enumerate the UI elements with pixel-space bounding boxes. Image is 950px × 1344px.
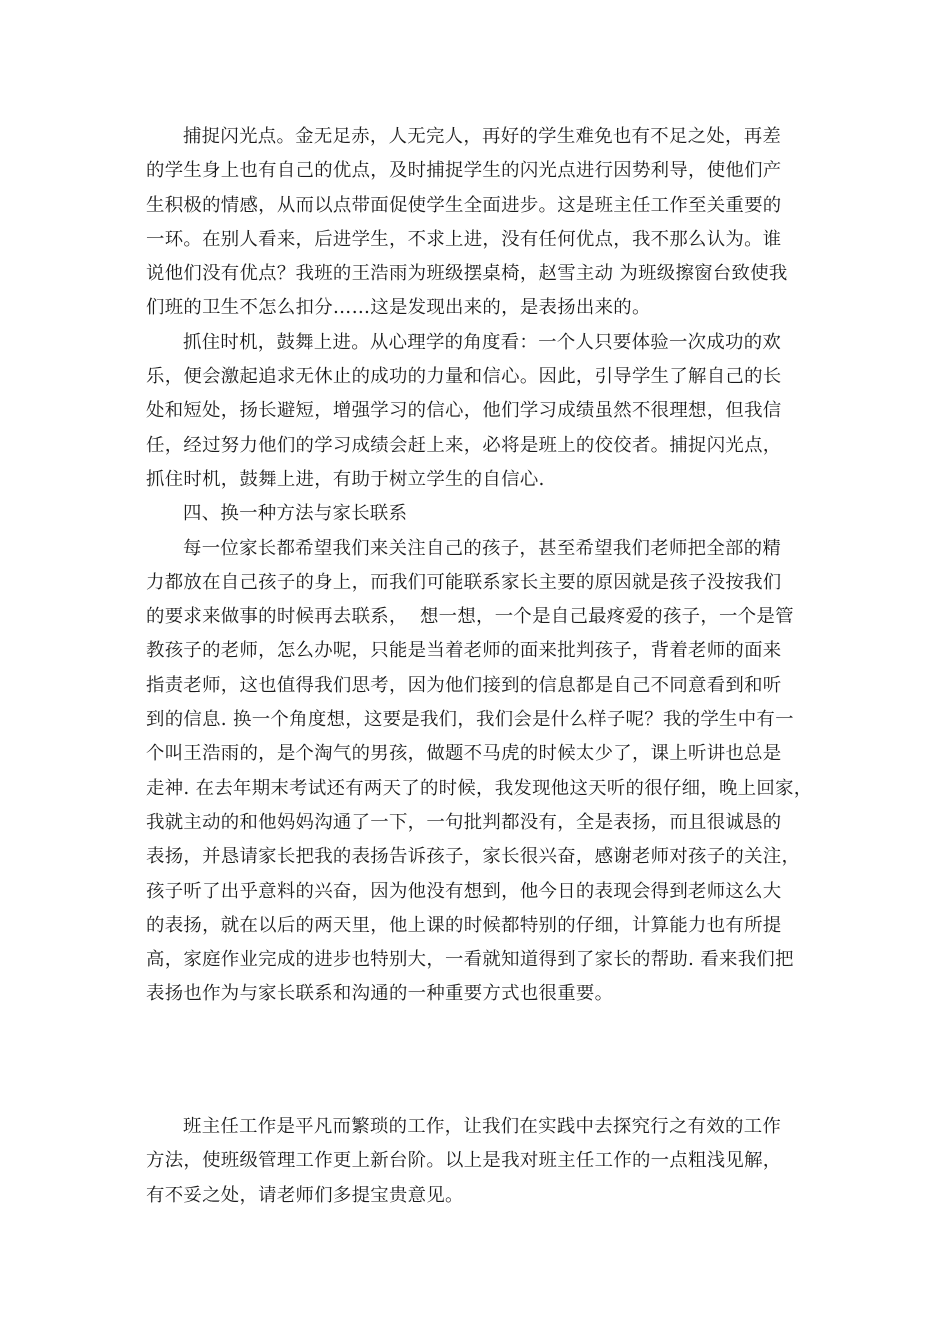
paragraph-line: 一环。在别人看来，后进学生，不求上进，没有任何优点，我不那么认为。谁 bbox=[146, 228, 782, 250]
paragraph-line: 走神. 在去年期末考试还有两天了的时候，我发现他这天听的很仔细，晚上回家， bbox=[146, 777, 813, 799]
closing-text-block bbox=[146, 1110, 826, 1213]
paragraph-line: 捕捉闪光点。金无足赤，人无完人，再好的学生难免也有不足之处，再差 bbox=[183, 126, 782, 147]
body-text-block bbox=[146, 120, 826, 1012]
paragraph-line: 到的信息. 换一个角度想，这要是我们，我们会是什么样子呢？我的学生中有一 bbox=[146, 709, 794, 731]
paragraph-line: 个叫王浩雨的，是个淘气的男孩，做题不马虎的时候太少了，课上听讲也总是 bbox=[146, 743, 782, 765]
paragraph-line: 乐，便会激起追求无休止的成功的力量和信心。因此，引导学生了解自己的长 bbox=[146, 366, 782, 388]
paragraph-line: 孩子听了出乎意料的兴奋，因为他没有想到，他今日的表现会得到老师这么大 bbox=[146, 880, 782, 902]
paragraph-line: 每一位家长都希望我们来关注自己的孩子，甚至希望我们老师把全部的精 bbox=[183, 537, 782, 559]
paragraph-line: 生积极的情感，从而以点带面促使学生全面进步。这是班主任工作至关重要的 bbox=[146, 194, 782, 216]
paragraph-line: 抓住时机，鼓舞上进，有助于树立学生的自信心. bbox=[146, 468, 545, 490]
paragraph-line: 有不妥之处，请老师们多提宝贵意见。 bbox=[146, 1184, 464, 1206]
paragraph-line: 们班的卫生不怎么扣分……这是发现出来的，是表扬出来的。 bbox=[146, 297, 651, 319]
section-heading: 四、换一种方法与家长联系 bbox=[183, 503, 408, 525]
paragraph-line: 班主任工作是平凡而繁琐的工作，让我们在实践中去探究行之有效的工作 bbox=[183, 1116, 782, 1137]
paragraph-line: 教孩子的老师，怎么办呢，只能是当着老师的面来批判孩子，背着老师的面来 bbox=[146, 640, 782, 662]
paragraph-line: 高，家庭作业完成的进步也特别大，一看就知道得到了家长的帮助. 看来我们把 bbox=[146, 949, 794, 971]
paragraph-line: 方法，使班级管理工作更上新台阶。以上是我对班主任工作的一点粗浅见解， bbox=[146, 1150, 782, 1172]
paragraph-line: 的表扬，就在以后的两天里，他上课的时候都特别的仔细，计算能力也有所提 bbox=[146, 914, 782, 936]
paragraph-line: 说他们没有优点？我班的王浩雨为班级摆桌椅，赵雪主动 为班级擦窗台致使我 bbox=[146, 263, 788, 285]
paragraph-line: 力都放在自己孩子的身上，而我们可能联系家长主要的原因就是孩子没按我们 bbox=[146, 571, 782, 593]
paragraph-line: 抓住时机，鼓舞上进。从心理学的角度看：一个人只要体验一次成功的欢 bbox=[183, 331, 782, 353]
paragraph-line: 处和短处，扬长避短，增强学习的信心，他们学习成绩虽然不很理想，但我信 bbox=[146, 400, 782, 422]
paragraph-line: 的要求来做事的时候再去联系， 想一想，一个是自己最疼爱的孩子，一个是管 bbox=[146, 606, 794, 628]
paragraph-line: 表扬也作为与家长联系和沟通的一种重要方式也很重要。 bbox=[146, 983, 614, 1005]
paragraph-line: 我就主动的和他妈妈沟通了一下，一句批判都没有，全是表扬，而且很诚恳的 bbox=[146, 811, 782, 833]
paragraph-line: 指责老师，这也值得我们思考，因为他们接到的信息都是自己不同意看到和听 bbox=[146, 674, 782, 696]
paragraph-line: 的学生身上也有自己的优点，及时捕捉学生的闪光点进行因势利导，使他们产 bbox=[146, 160, 782, 182]
paragraph-line: 任，经过努力他们的学习成绩会赶上来，必将是班上的佼佼者。捕捉闪光点， bbox=[146, 434, 782, 456]
paragraph-line: 表扬，并恳请家长把我的表扬告诉孩子，家长很兴奋，感谢老师对孩子的关注， bbox=[146, 846, 801, 868]
